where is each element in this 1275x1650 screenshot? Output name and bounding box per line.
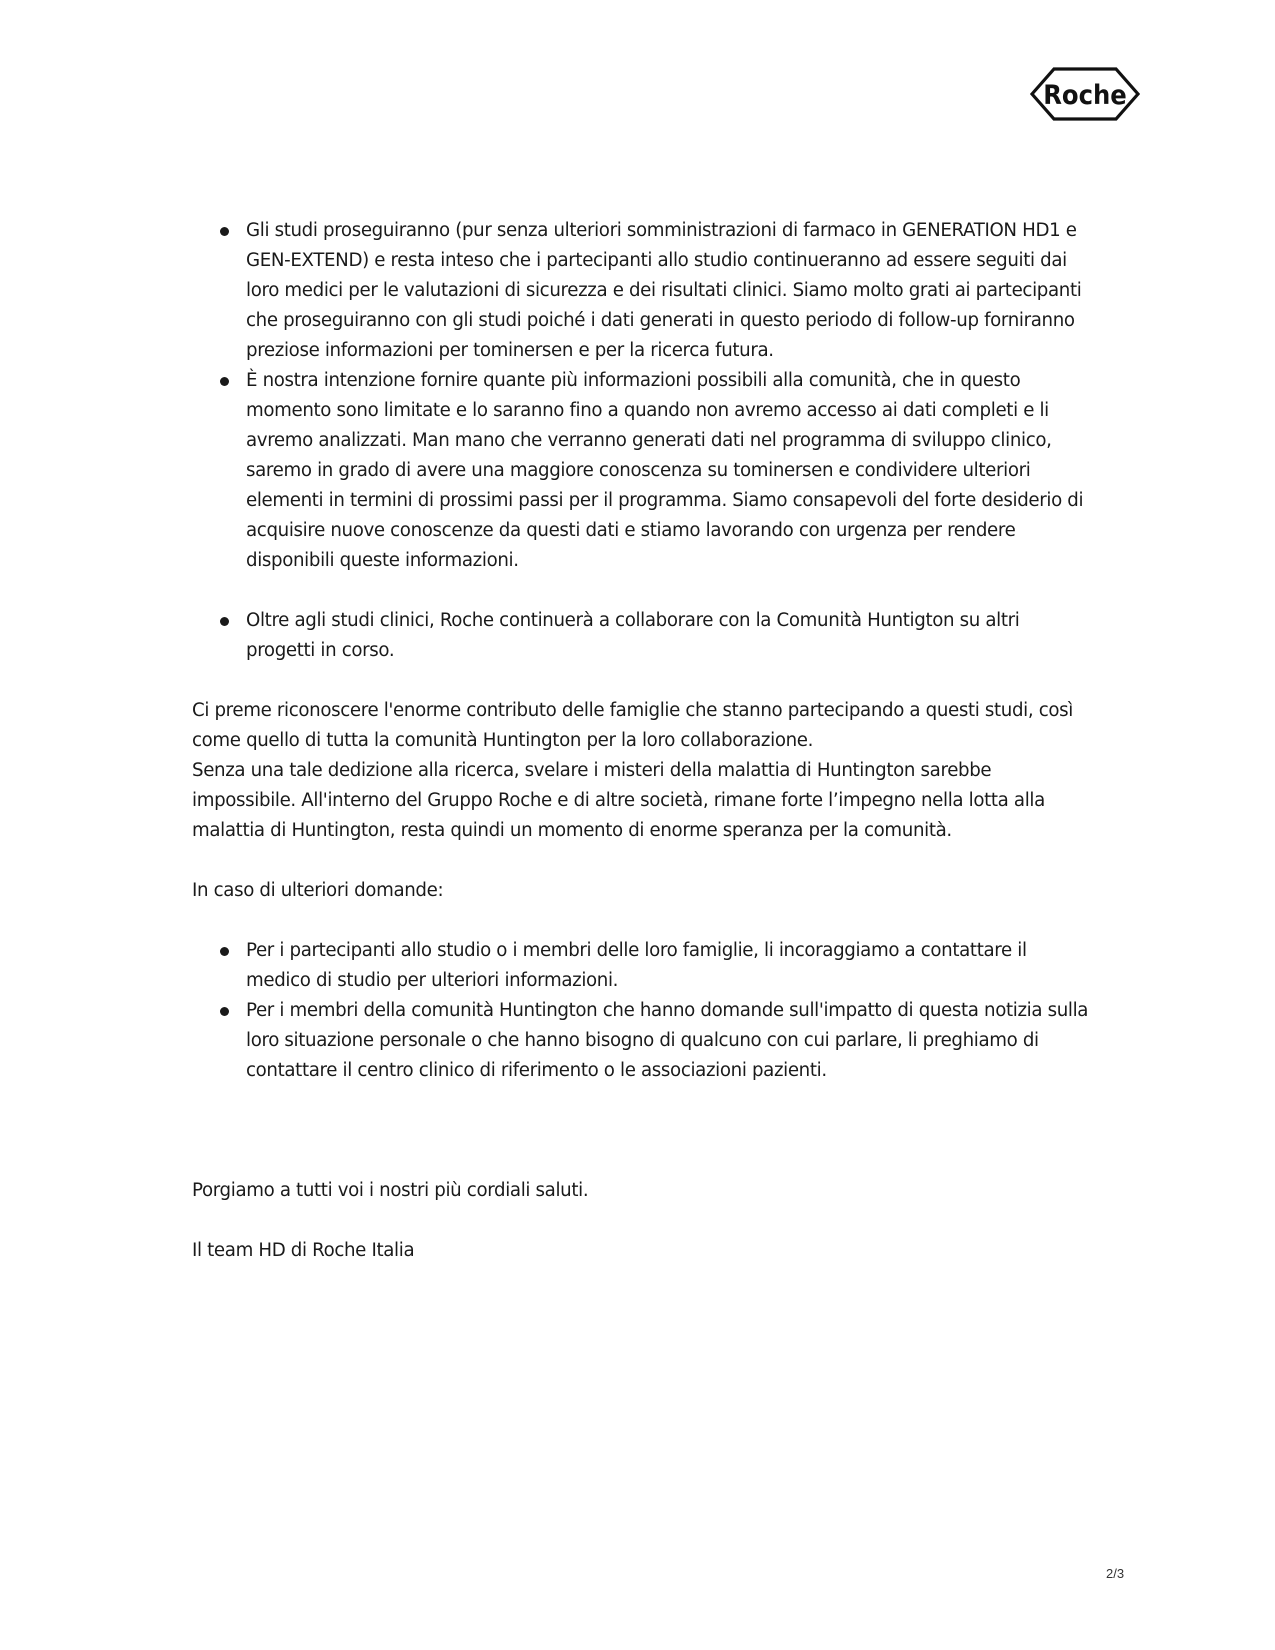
logo-text: Roche: [1043, 80, 1127, 111]
bullet-list-collaboration: [192, 606, 1092, 666]
acknowledgement-paragraph: Ci preme riconoscere l'enorme contributo delle famiglie che stanno partecipando a questi studi, così come quello di tutta la comunità Huntington per la loro collaborazione.: [192, 700, 1073, 751]
signature: Il team HD di Roche Italia: [192, 1240, 415, 1261]
letter-body: [192, 216, 1092, 1266]
bullet-list-status: [192, 216, 1092, 576]
list-item: Per i membri della comunità Huntington che hanno domande sull'impatto di questa notizia sulla loro situazione personale o che hanno bisogno di qualcuno con cui parlare, li preghiamo di contattare il centro clinico di riferimento o le associazioni pazienti.: [192, 996, 1092, 1086]
list-item: Per i partecipanti allo studio o i membri delle loro famiglie, li incoraggiamo a contattare il medico di studio per ulteriori informazioni.: [192, 936, 1092, 996]
questions-intro: In caso di ulteriori domande:: [192, 880, 444, 901]
closing-line: Porgiamo a tutti voi i nostri più cordiali saluti.: [192, 1180, 589, 1201]
list-item: È nostra intenzione fornire quante più informazioni possibili alla comunità, che in questo momento sono limitate e lo saranno fino a quando non avremo accesso ai dati completi e li avremo analizzati. Man mano che verranno generati dati nel programma di sviluppo clinico, saremo in grado di avere una maggiore conoscenza su tominersen e condividere ulteriori elementi in termini di prossimi passi per il programma. Siamo consapevoli del forte desiderio di acquisire nuove conoscenze da questi dati e stiamo lavorando con urgenza per rendere disponibili queste informazioni.: [192, 366, 1092, 576]
bullet-list-contacts: [192, 936, 1092, 1086]
roche-logo: [1030, 66, 1140, 122]
dedication-paragraph: Senza una tale dedizione alla ricerca, svelare i misteri della malattia di Huntington sarebbe impossibile. All'interno del Gruppo Roche e di altre società, rimane forte l’impegno nella lotta alla malattia di Huntington, resta quindi un momento di enorme speranza per la comunità.: [192, 760, 1045, 841]
list-item: Oltre agli studi clinici, Roche continuerà a collaborare con la Comunità Huntigton su altri progetti in corso.: [192, 606, 1092, 666]
list-item: Gli studi proseguiranno (pur senza ulteriori somministrazioni di farmaco in GENERATION HD1 e GEN-EXTEND) e resta inteso che i partecipanti allo studio continueranno ad essere seguiti dai loro medici per le valutazioni di sicurezza e dei risultati clinici. Siamo molto grati ai partecipanti che proseguiranno con gli studi poiché i dati generati in questo periodo di follow-up forniranno preziose informazioni per tominersen e per la ricerca futura.: [192, 216, 1092, 366]
page-number: 2/3: [1106, 1566, 1125, 1581]
